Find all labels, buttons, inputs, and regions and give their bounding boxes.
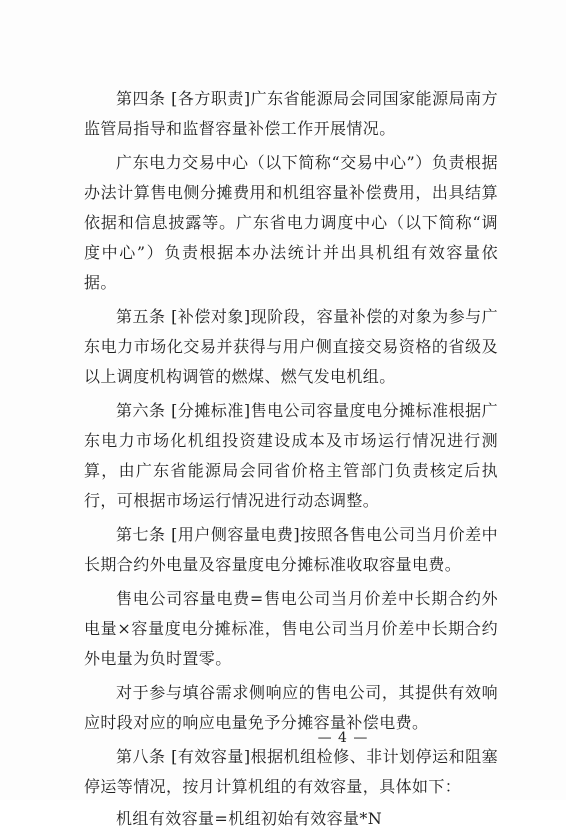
effective-capacity-formula: 机组有效容量=机组初始有效容量*N [116, 809, 383, 828]
paragraph-article-8: 第八条 [有效容量]根据机组检修、非计划停运和阻塞停运等情况，按月计算机组的有效容量，具体如下： [84, 747, 498, 796]
page-number-row [0, 730, 566, 746]
paragraph-article-5: 第五条 [补偿对象]现阶段，容量补偿的对象为参与广东电力市场化交易并获得与用户侧直接交易资格的省级及以上调度机构调管的燃煤、燃气发电机组。 [84, 307, 498, 386]
page-number: — 4 — [317, 730, 369, 746]
paragraph-article-4: 第四条 [各方职责]广东省能源局会同国家能源局南方监管局指导和监督容量补偿工作开展情况。 [84, 89, 498, 138]
paragraph-demand-response: 对于参与填谷需求侧响应的售电公司，其提供有效响应时段对应的响应电量免予分摊容量补偿电费。 [84, 683, 498, 732]
document-body [84, 84, 498, 834]
paragraph-capacity-fee-formula: 售电公司容量电费=售电公司当月价差中长期合约外电量×容量度电分摊标准，售电公司当月价差中长期合约外电量为负时置零。 [84, 589, 498, 668]
paragraph-article-7: 第七条 [用户侧容量电费]按照各售电公司当月价差中长期合约外电量及容量度电分摊标准收取容量电费。 [84, 525, 498, 574]
paragraph-article-6: 第六条 [分摊标准]售电公司容量度电分摊标准根据广东电力市场化机组投资建设成本及市场运行情况进行测算，由广东省能源局会同省价格主管部门负责核定后执行，可根据市场运行情况进行动态调整。 [84, 401, 498, 510]
paragraph-trading-center: 广东电力交易中心（以下简称“交易中心”）负责根据办法计算售电侧分摊费用和机组容量补偿费用，出具结算依据和信息披露等。广东省电力调度中心（以下简称“调度中心”）负责根据本办法统计并出具机组有效容量依据。 [84, 153, 498, 292]
